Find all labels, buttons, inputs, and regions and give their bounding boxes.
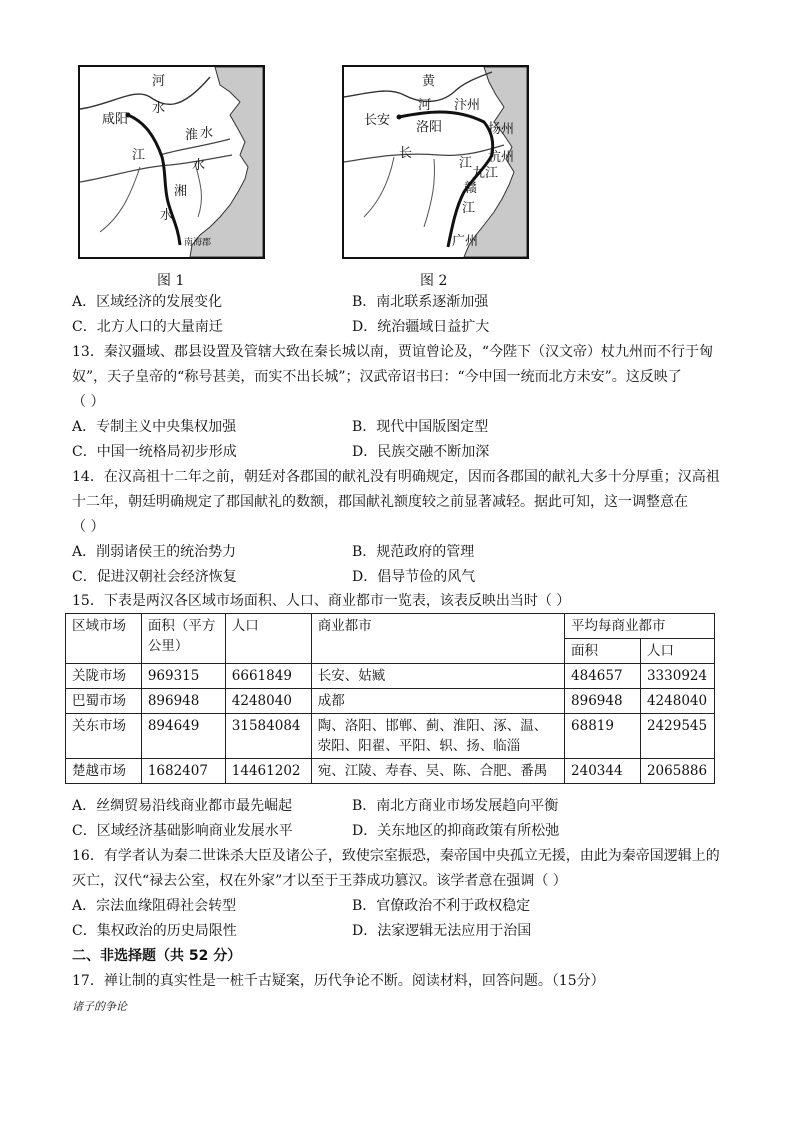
label-luoyang: 洛阳 <box>416 120 443 135</box>
cell-cities: 宛、江陵、寿春、吴、陈、合肥、番禺 <box>311 759 564 784</box>
river-yellow <box>80 77 210 109</box>
label-shui-2: 水 <box>200 126 214 141</box>
q15-stem: 15．下表是两汉各区域市场面积、人口、商业都市一览表，该表反映出当时（ ） <box>72 593 571 609</box>
cell-avg-pop: 2429545 <box>640 714 714 759</box>
cell-avg-pop: 2065886 <box>640 759 714 784</box>
label-shui-4: 水 <box>160 208 174 223</box>
label-jiang-2: 江 <box>462 201 476 216</box>
figure-1-map-svg <box>80 67 263 257</box>
q12-option-c[interactable]: C．北方人口的大量南迁 <box>72 319 223 335</box>
q12-option-a[interactable]: A．区域经济的发展变化 <box>72 294 223 310</box>
cell-pop: 14461202 <box>225 759 311 784</box>
q13-stem-line-3: （ ） <box>72 394 105 410</box>
label-he: 河 <box>152 74 166 89</box>
river-tributary <box>364 157 394 217</box>
cell-area: 1682407 <box>141 759 225 784</box>
q12-option-d[interactable]: D．统治疆域日益扩大 <box>352 319 490 335</box>
q14-option-a[interactable]: A．削弱诸侯王的统治势力 <box>72 544 237 560</box>
header-area: 面积（平方公里） <box>141 614 225 664</box>
cell-cities: 成都 <box>311 689 564 714</box>
label-jiang: 江 <box>132 148 146 163</box>
river-yangtze <box>344 145 504 162</box>
cell-area: 969315 <box>141 664 225 689</box>
q17-stem: 17．禅让制的真实性是一桩千古疑案，历代争论不断。阅读材料，回答问题。（15分） <box>72 973 605 989</box>
label-hangzhou: 杭州 <box>488 150 515 165</box>
label-guangzhou: 广州 <box>452 234 479 249</box>
table-row <box>66 689 715 714</box>
cell-pop: 31584084 <box>225 714 311 759</box>
q15-option-a[interactable]: A．丝绸贸易沿线商业都市最先崛起 <box>72 798 293 814</box>
label-huai: 淮 <box>185 128 199 143</box>
table-row <box>66 759 715 784</box>
cell-region: 巴蜀市场 <box>66 689 142 714</box>
cell-region: 楚越市场 <box>66 759 142 784</box>
figure-2-map <box>342 65 529 259</box>
q16-stem-line-2: 灭亡，汉代“禄去公室，权在外家”才以至于王莽成功篡汉。该学者意在强调（ ） <box>72 873 567 889</box>
table-row <box>66 714 715 759</box>
q13-option-d[interactable]: D．民族交融不断加深 <box>352 444 490 460</box>
header-pop: 人口 <box>225 614 311 664</box>
cell-pop: 4248040 <box>225 689 311 714</box>
cell-avg-area: 68819 <box>565 714 641 759</box>
label-chang: 长 <box>399 146 413 161</box>
label-shui-1: 水 <box>152 101 166 116</box>
figure-2-caption: 图 2 <box>420 273 448 289</box>
figure-1-map <box>78 65 265 259</box>
label-xianyang: 咸阳 <box>102 112 129 127</box>
cell-avg-area: 484657 <box>565 664 641 689</box>
table-header-row <box>66 614 715 639</box>
changan-point <box>397 115 402 120</box>
figure-2-map-svg <box>344 67 527 257</box>
q13-stem-line-2: 奴”，天子皇帝的“称号甚美，而实不出长城”；汉武帝诏书曰：“今中国一统而北方未安”。这反映了 <box>72 369 682 385</box>
cell-avg-area: 896948 <box>565 689 641 714</box>
label-huang: 黄 <box>422 74 436 89</box>
label-jiujiang: 九江 <box>472 166 499 181</box>
label-xiang: 湘 <box>174 184 188 199</box>
label-changan: 长安 <box>364 113 391 128</box>
q15-option-d[interactable]: D．关东地区的抑商政策有所松弛 <box>352 823 560 839</box>
q16-option-b[interactable]: B．官僚政治不利于政权稳定 <box>352 898 531 914</box>
river-gan <box>424 159 435 227</box>
cell-area: 896948 <box>141 689 225 714</box>
handwritten-note: 诸子的争论 <box>72 1000 127 1013</box>
label-gan: 赣 <box>464 181 478 196</box>
q13-stem-line-1: 13．秦汉疆域、郡县设置及管辖大致在秦长城以南，贾谊曾论及，“今陛下（汉文帝）杖九州而不行于匈 <box>72 344 713 360</box>
q14-option-c[interactable]: C．促进汉朝社会经济恢复 <box>72 569 237 585</box>
label-shui-3: 水 <box>192 158 206 173</box>
q16-option-c[interactable]: C．集权政治的历史局限性 <box>72 923 237 939</box>
label-nanhai: 南海郡 <box>184 238 212 248</box>
cell-pop: 6661849 <box>225 664 311 689</box>
q12-option-b[interactable]: B．南北联系逐渐加强 <box>352 294 489 310</box>
figure-1-caption: 图 1 <box>157 273 185 289</box>
cell-cities: 陶、洛阳、邯郸、蓟、淮阳、涿、温、荥阳、阳翟、平阳、轵、扬、临淄 <box>311 714 564 759</box>
q16-option-a[interactable]: A．宗法血缘阻碍社会转型 <box>72 898 237 914</box>
label-bianzhou: 汴州 <box>454 98 481 113</box>
q14-stem-line-2: 十二年，朝廷明确规定了郡国献礼的数额，郡国献礼额度较之前显著减轻。据此可知，这一调整意在 <box>72 494 688 510</box>
cell-avg-pop: 4248040 <box>640 689 714 714</box>
q13-option-a[interactable]: A．专制主义中央集权加强 <box>72 419 237 435</box>
q14-option-d[interactable]: D．倡导节俭的风气 <box>352 569 476 585</box>
q16-option-d[interactable]: D．法家逻辑无法应用于治国 <box>352 923 532 939</box>
market-table <box>65 613 715 784</box>
river-yangtze <box>80 155 232 182</box>
q13-option-c[interactable]: C．中国一统格局初步形成 <box>72 444 237 460</box>
label-jiang-1: 江 <box>459 156 473 171</box>
label-yangzhou: 扬州 <box>488 122 515 137</box>
section-2-heading: 二、非选择题（共 52 分） <box>72 948 242 964</box>
header-region: 区域市场 <box>66 614 142 664</box>
cell-area: 894649 <box>141 714 225 759</box>
q16-stem-line-1: 16．有学者认为秦二世诛杀大臣及诸公子，致使宗室振恐，秦帝国中央孤立无援，由此为秦帝国逻辑上的 <box>72 848 720 864</box>
q13-option-b[interactable]: B．现代中国版图定型 <box>352 419 489 435</box>
cell-region: 关陇市场 <box>66 664 142 689</box>
table-row <box>66 664 715 689</box>
q14-stem-line-3: （ ） <box>72 519 105 535</box>
header-avg-pop: 人口 <box>640 639 714 664</box>
label-he: 河 <box>418 98 432 113</box>
header-avg-area: 面积 <box>565 639 641 664</box>
q15-option-b[interactable]: B．南北方商业市场发展趋向平衡 <box>352 798 559 814</box>
cell-avg-pop: 3330924 <box>640 664 714 689</box>
header-cities: 商业都市 <box>311 614 564 664</box>
q14-stem-line-1: 14．在汉高祖十二年之前，朝廷对各郡国的献礼没有明确规定，因而各郡国的献礼大多十分厚重；汉高祖 <box>72 469 720 485</box>
cell-region: 关东市场 <box>66 714 142 759</box>
cell-cities: 长安、姑臧 <box>311 664 564 689</box>
cell-avg-area: 240344 <box>565 759 641 784</box>
q15-option-c[interactable]: C．区域经济基础影响商业发展水平 <box>72 823 293 839</box>
q14-option-b[interactable]: B．规范政府的管理 <box>352 544 475 560</box>
river-yellow <box>344 72 492 101</box>
header-avg: 平均每商业都市 <box>565 614 715 639</box>
